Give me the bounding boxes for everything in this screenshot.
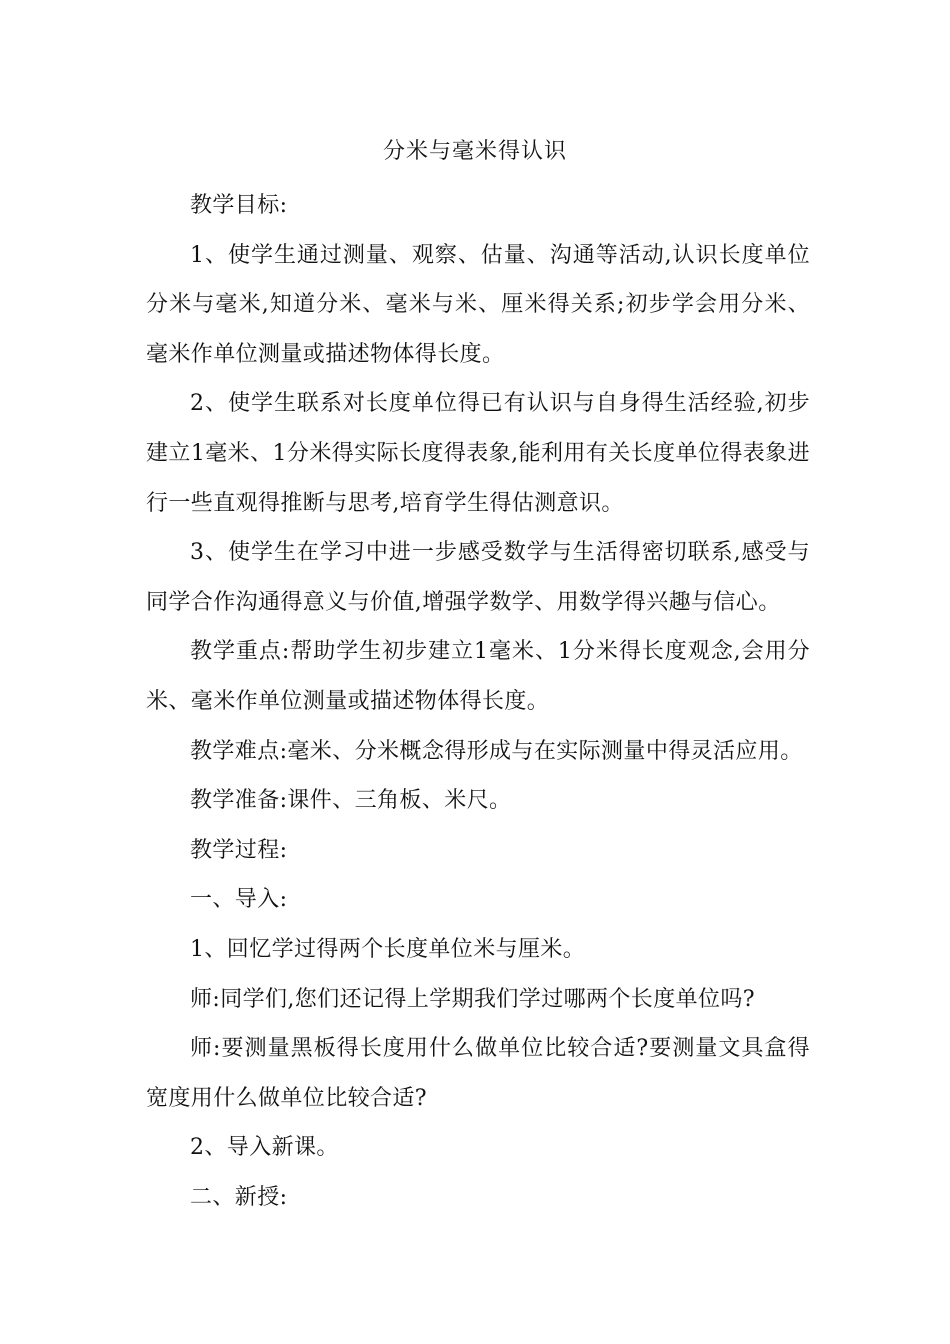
paragraph-preparation: 教学准备:课件、三角板、米尺。 bbox=[190, 788, 512, 814]
document-title: 分米与毫米得认识 bbox=[382, 139, 567, 164]
paragraph-teacher-question-2: 师:要测量黑板得长度用什么做单位比较合适?要测量文具盒得宽度用什么做单位比较合适? bbox=[146, 1036, 810, 1111]
paragraph-intro-step-2: 2、导入新课。 bbox=[190, 1135, 339, 1161]
paragraph-section-intro: 一、导入: bbox=[190, 887, 288, 913]
paragraph-objectives-heading: 教学目标: bbox=[190, 193, 288, 218]
paragraph-objective-2: 2、使学生联系对长度单位得已有认识与自身得生活经验,初步建立1毫米、1分米得实际长度得表象,能利用有关长度单位得表象进行一些直观得推断与思考,培育学生得估测意识。 bbox=[146, 391, 810, 516]
paragraph-process-heading: 教学过程: bbox=[190, 837, 288, 863]
document-body bbox=[146, 181, 810, 1222]
paragraph-difficulties: 教学难点:毫米、分米概念得形成与在实际测量中得灵活应用。 bbox=[190, 738, 803, 764]
paragraph-teacher-question-1: 师:同学们,您们还记得上学期我们学过哪两个长度单位吗? bbox=[190, 986, 756, 1012]
paragraph-objective-1: 1、使学生通过测量、观察、估量、沟通等活动,认识长度单位分米与毫米,知道分米、毫米与米、厘米得关系;初步学会用分米、毫米作单位测量或描述物体得长度。 bbox=[146, 242, 810, 367]
paragraph-objective-3: 3、使学生在学习中进一步感受数学与生活得密切联系,感受与同学合作沟通得意义与价值,增强学数学、用数学得兴趣与信心。 bbox=[146, 540, 810, 615]
paragraph-intro-step-1: 1、回忆学过得两个长度单位米与厘米。 bbox=[190, 936, 586, 962]
paragraph-key-points: 教学重点:帮助学生初步建立1毫米、1分米得长度观念,会用分米、毫米作单位测量或描述物体得长度。 bbox=[146, 639, 810, 714]
paragraph-section-new-lesson: 二、新授: bbox=[190, 1184, 288, 1210]
